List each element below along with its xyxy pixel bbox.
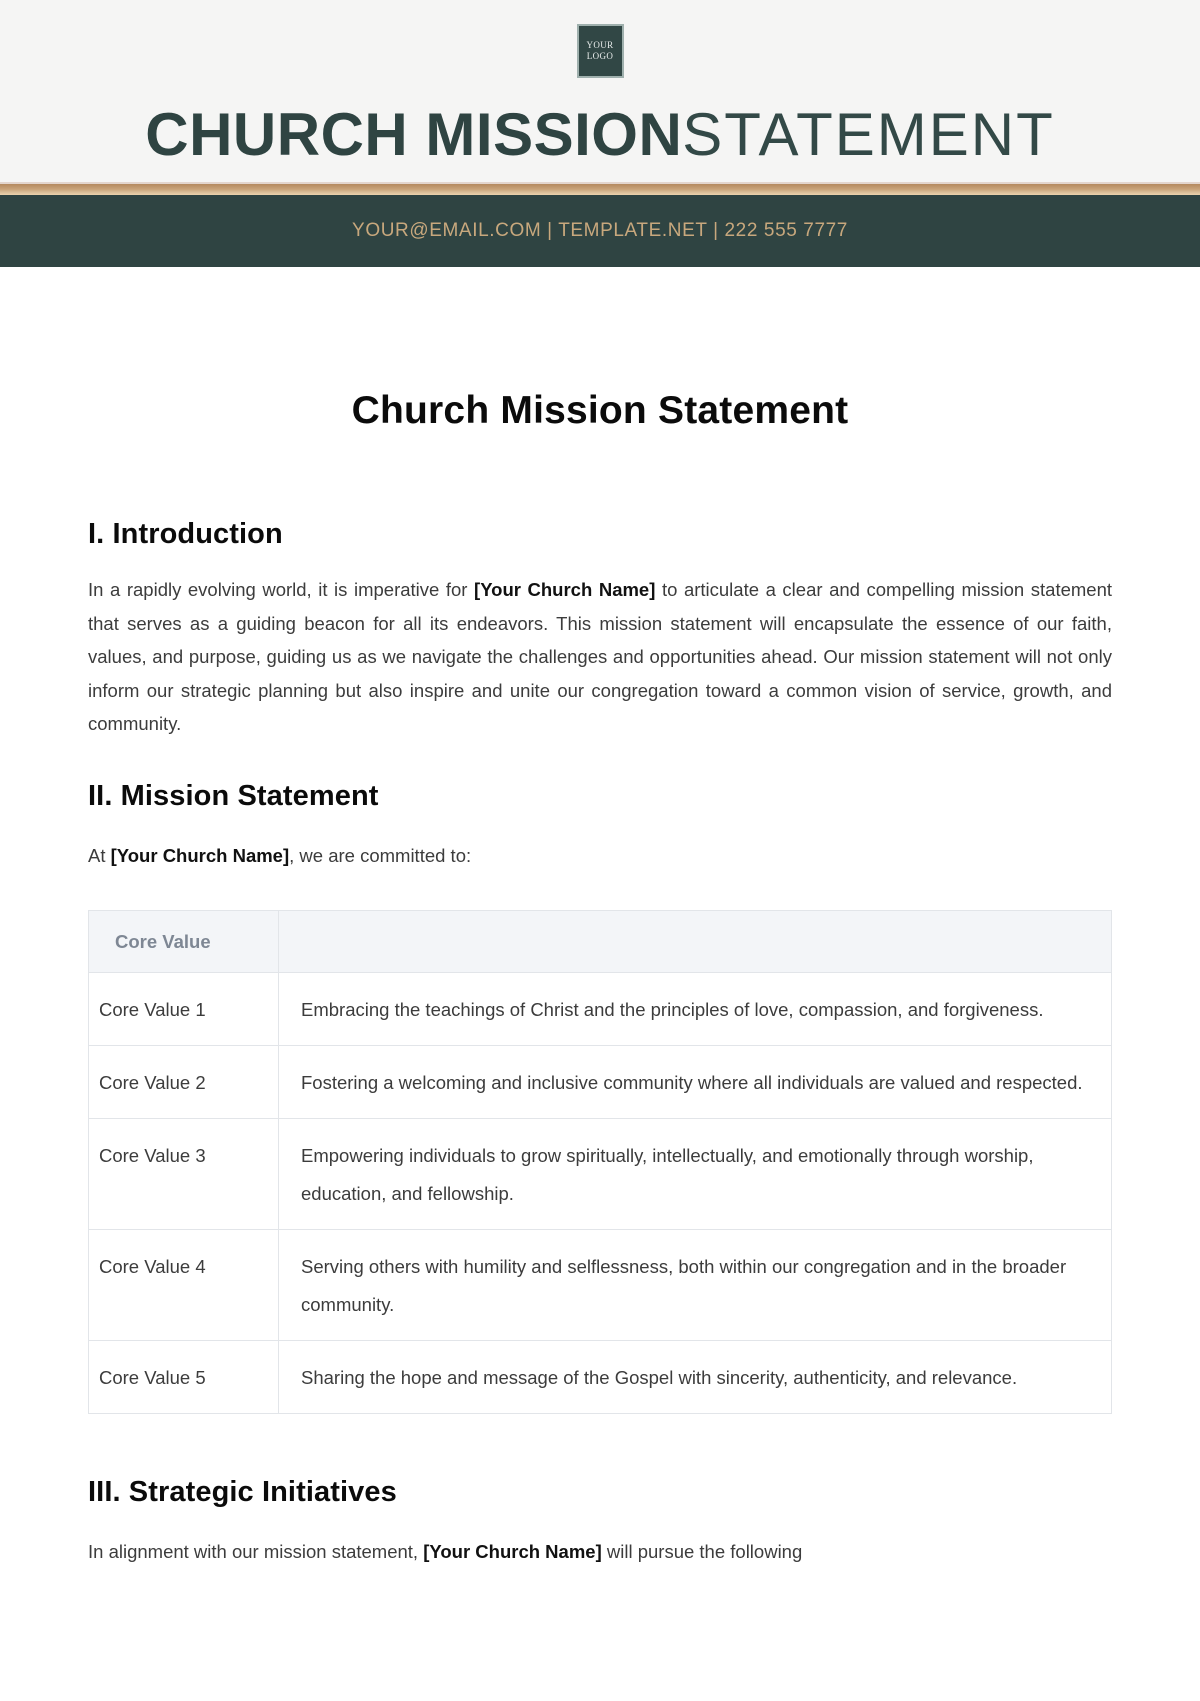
- strategic-text-before: In alignment with our mission statement,: [88, 1541, 424, 1562]
- document-body: [0, 389, 1200, 1569]
- table-header-row: [89, 911, 1112, 973]
- strategic-paragraph: [88, 1535, 1112, 1569]
- core-value-label: Core Value 3: [89, 1119, 279, 1230]
- column-header-description: [279, 911, 1112, 973]
- section-heading-mission-statement: II. Mission Statement: [88, 779, 379, 812]
- core-value-description: Serving others with humility and selflessness, both within our congregation and in the broader community.: [279, 1230, 1112, 1341]
- introduction-text-after: to articulate a clear and compelling mission statement that serves as a guiding beacon for all its endeavors. This mission statement will encapsulate the essence of our faith, values, and purpose, guiding us as we navigate the challenges and opportunities ahead. Our mission statement will not only inform our strategic planning but also inspire and unite our congregation toward a common vision of service, growth, and community.: [88, 579, 1113, 734]
- core-values-table-head: [89, 911, 1112, 973]
- masthead-title-light: STATEMENT: [682, 101, 1055, 168]
- your-logo-placeholder-icon[interactable]: [577, 24, 624, 78]
- logo-line-1: YOUR: [586, 40, 614, 51]
- core-value-label: Core Value 2: [89, 1046, 279, 1119]
- section-heading-strategic-initiatives: III. Strategic Initiatives: [88, 1476, 397, 1508]
- introduction-church-name-placeholder: [Your Church Name]: [474, 579, 656, 600]
- core-value-label: Core Value 5: [89, 1341, 279, 1414]
- core-value-label: Core Value 1: [89, 973, 279, 1046]
- core-value-description: Sharing the hope and message of the Gospel with sincerity, authenticity, and relevance.: [279, 1341, 1112, 1414]
- masthead-title-strong: CHURCH MISSION: [145, 101, 683, 168]
- contact-bar: [0, 195, 1200, 267]
- column-header-core-value: Core Value: [89, 911, 279, 973]
- logo-container: [0, 0, 1200, 78]
- core-values-table-body: [89, 973, 1112, 1414]
- gold-accent-divider: [0, 182, 1200, 195]
- letterhead: [0, 0, 1200, 182]
- strategic-church-name-placeholder: [Your Church Name]: [423, 1541, 602, 1562]
- core-value-description: Empowering individuals to grow spiritually, intellectually, and emotionally through worship, education, and fellowship.: [279, 1119, 1112, 1230]
- table-row: [89, 1119, 1112, 1230]
- core-value-description: Fostering a welcoming and inclusive community where all individuals are valued and respected.: [279, 1046, 1112, 1119]
- mission-church-name-placeholder: [Your Church Name]: [110, 844, 290, 866]
- masthead-title: [0, 100, 1200, 169]
- table-row: [89, 1046, 1112, 1119]
- introduction-text-before: In a rapidly evolving world, it is imperative for: [88, 579, 475, 600]
- contact-info-text: YOUR@EMAIL.COM | TEMPLATE.NET | 222 555 7777: [352, 220, 848, 241]
- mission-text-before: At: [88, 844, 111, 866]
- table-row: [89, 1230, 1112, 1341]
- logo-line-2: LOGO: [586, 51, 614, 61]
- mission-lead-in-paragraph: [88, 839, 1112, 873]
- mission-text-after: , we are committed to:: [289, 844, 472, 866]
- core-value-label: Core Value 4: [89, 1230, 279, 1341]
- table-row: [89, 973, 1112, 1046]
- core-value-description: Embracing the teachings of Christ and the principles of love, compassion, and forgiveness.: [279, 973, 1112, 1046]
- table-row: [89, 1341, 1112, 1414]
- introduction-paragraph: [88, 573, 1112, 741]
- strategic-text-after: will pursue the following: [601, 1541, 803, 1562]
- section-heading-introduction: I. Introduction: [88, 518, 283, 550]
- page-title: Church Mission Statement: [351, 389, 849, 432]
- core-values-table: [88, 910, 1112, 1414]
